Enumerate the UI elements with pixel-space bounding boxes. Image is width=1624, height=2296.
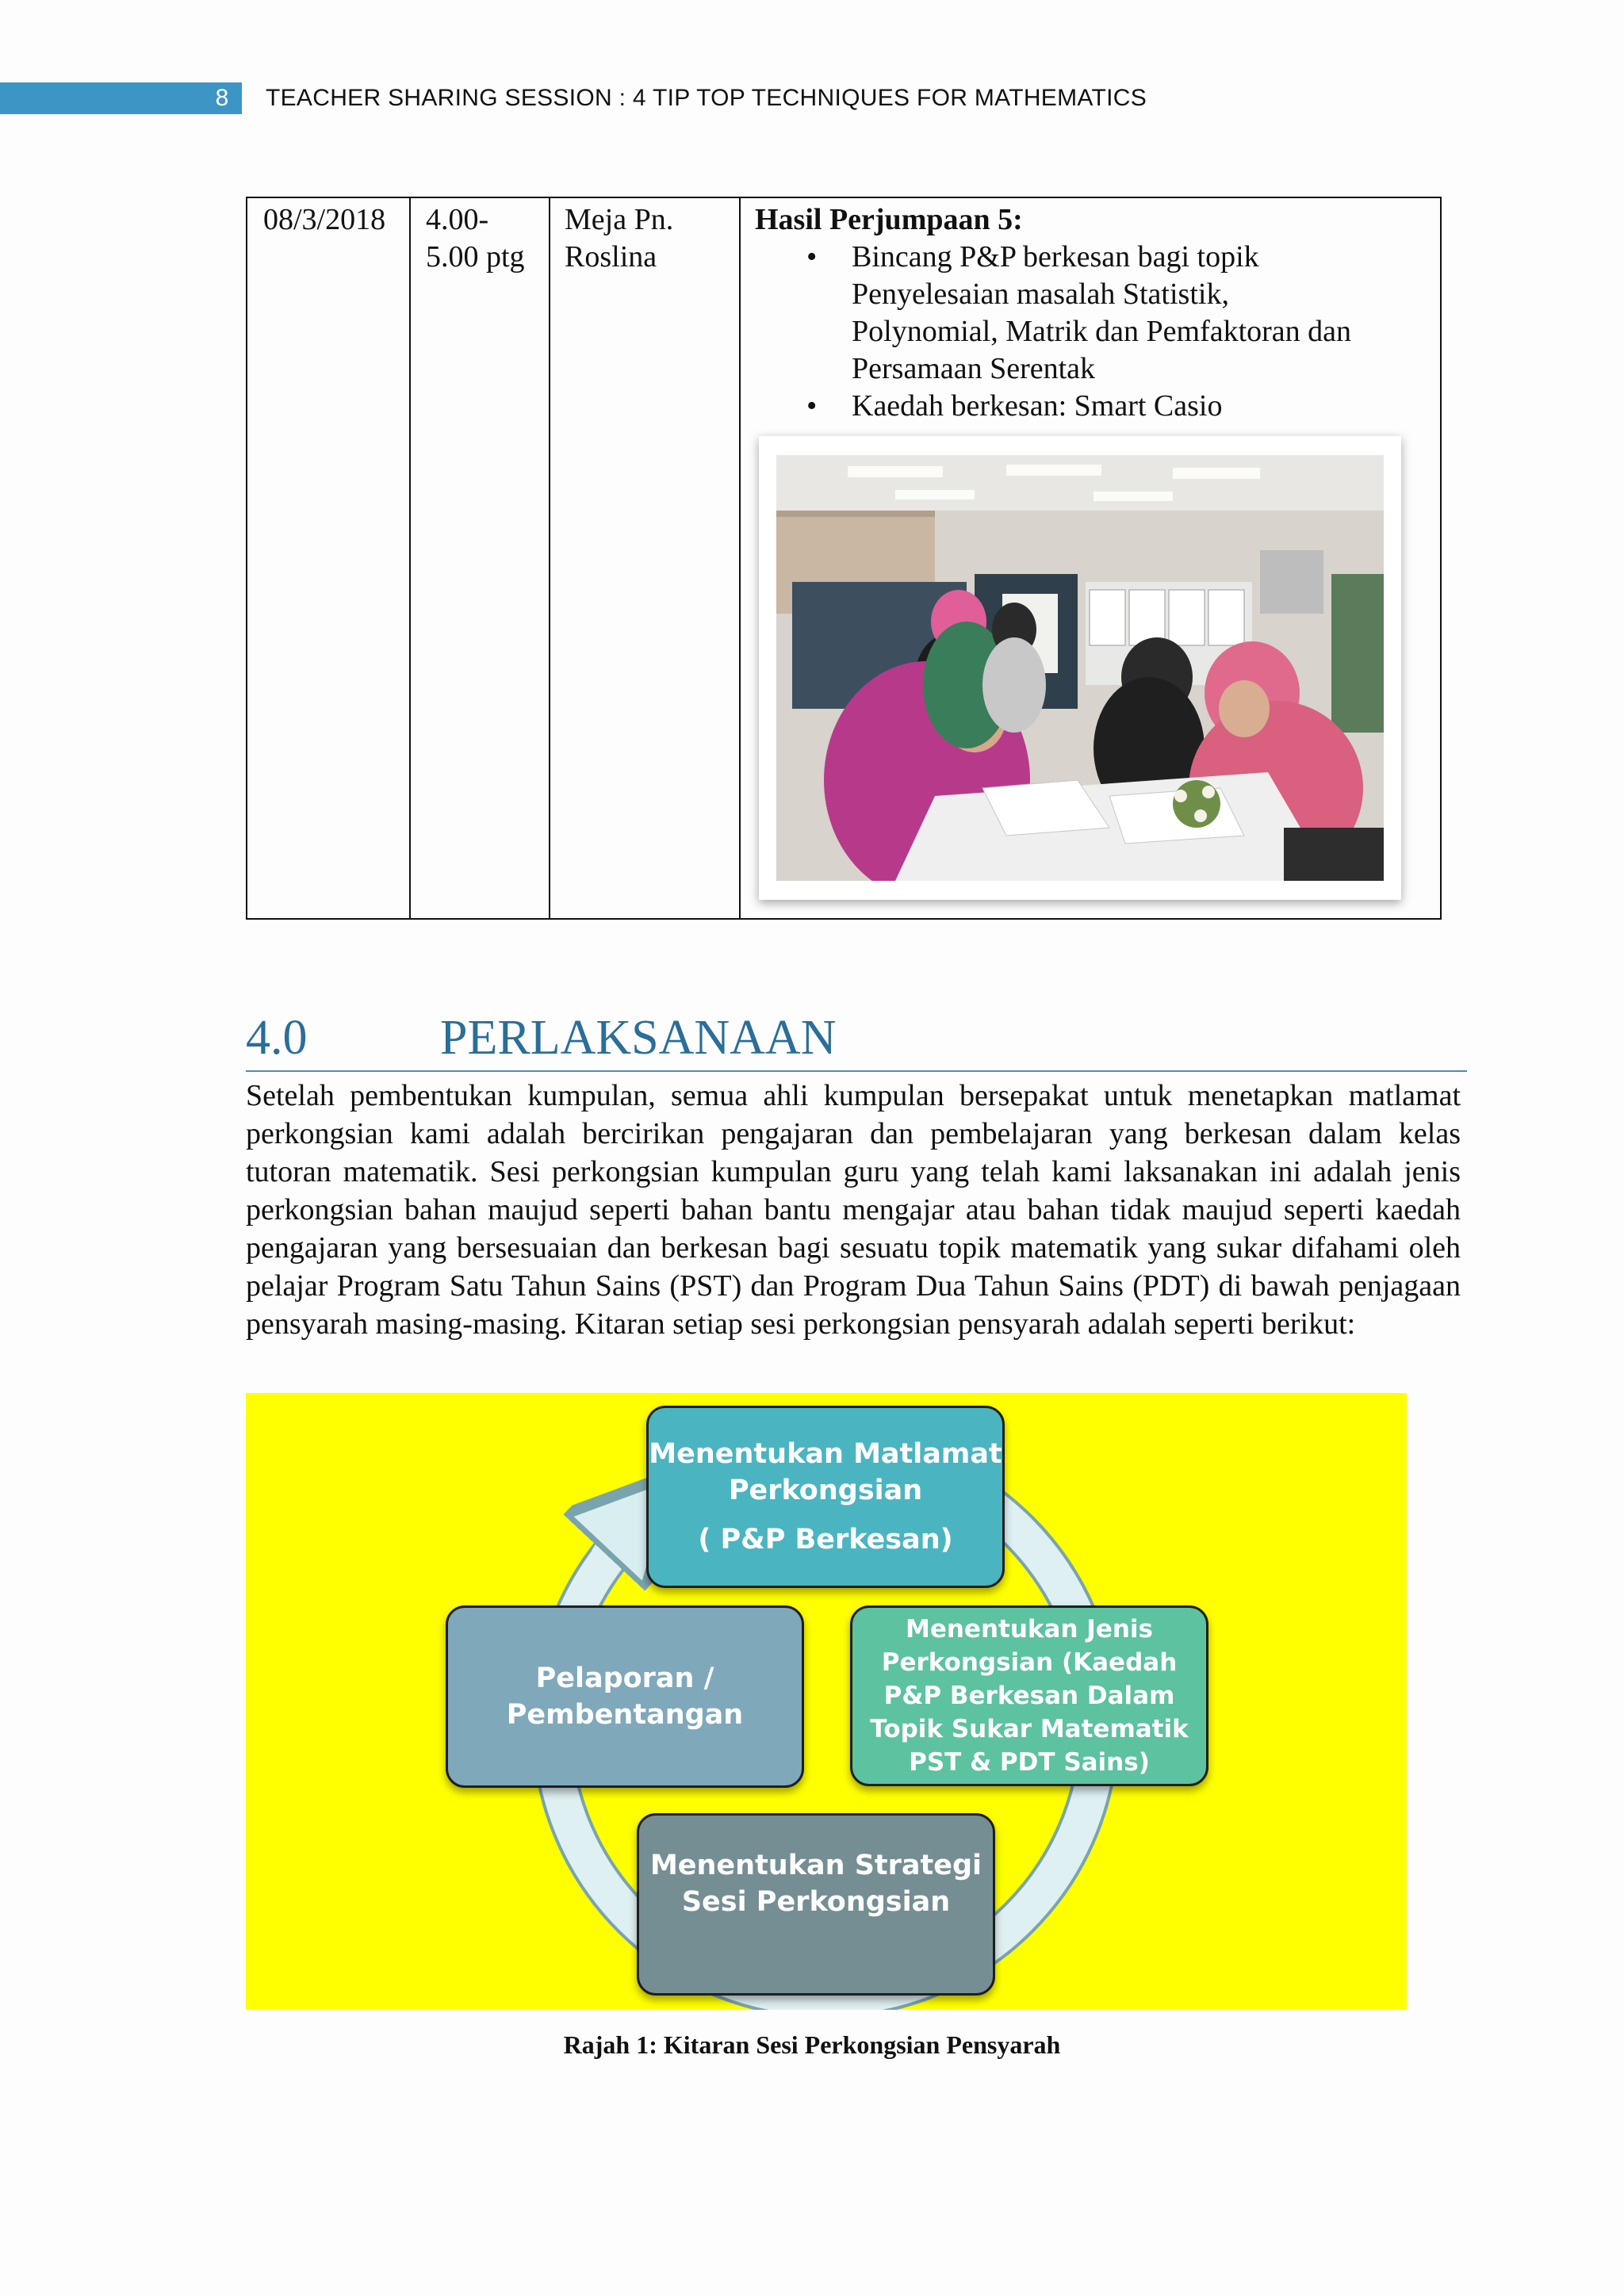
bullet-dot-icon: • bbox=[806, 240, 818, 274]
meeting-table bbox=[246, 197, 1442, 920]
cycle-step-label: Menentukan Matlamat bbox=[649, 1438, 1002, 1470]
office-meeting-image bbox=[776, 455, 1384, 881]
cycle-step-label: PST & PDT Sains) bbox=[909, 1748, 1150, 1777]
bullet-dot-icon: • bbox=[806, 389, 818, 423]
outcome-bullet-list bbox=[755, 239, 1429, 425]
section-heading bbox=[246, 1005, 1467, 1072]
meeting-photo bbox=[776, 455, 1384, 881]
meeting-place-line: Meja Pn. bbox=[565, 203, 674, 236]
cycle-step-sharing-type bbox=[850, 1605, 1208, 1786]
cycle-step-label: Pembentangan bbox=[506, 1699, 744, 1731]
section-number: 4.0 bbox=[246, 1011, 308, 1065]
meeting-outcome bbox=[755, 201, 1429, 425]
cycle-step-goals bbox=[646, 1406, 1005, 1588]
outcome-title: Hasil Perjumpaan 5: bbox=[755, 203, 1023, 236]
cycle-step-label: Menentukan Strategi bbox=[649, 1850, 982, 1881]
outcome-bullet-line: Polynomial, Matrik dan Pemfaktoran dan bbox=[852, 315, 1352, 348]
meeting-time-end: 5.00 ptg bbox=[426, 240, 525, 274]
cycle-step-label: P&P Berkesan Dalam bbox=[883, 1682, 1175, 1710]
cycle-step-label: Perkongsian bbox=[728, 1475, 923, 1506]
outcome-bullet-line: Persamaan Serentak bbox=[852, 352, 1096, 385]
cycle-step-label: Topik Sukar Matematik bbox=[870, 1715, 1189, 1743]
outcome-bullet bbox=[755, 388, 1429, 425]
meeting-time bbox=[426, 201, 525, 276]
section-paragraph: Setelah pembentukan kumpulan, semua ahli kumpulan bersepakat untuk menetapkan matlamat perkongsian kami adalah bercirikan pengajaran dan pembelajaran yang berkesan dalam kelas tutoran matematik. Sesi perkongsian kumpulan guru yang telah kami laksanakan ini adalah jenis perkongsian bahan maujud seperti bahan bantu mengajar atau bahan tidak maujud seperti kaedah pengajaran yang bersesuaian dan berkesan bagi sesuatu topik matematik yang sukar difahami oleh pelajar Program Satu Tahun Sains (PST) dan Program Dua Tahun Sains (PDT) di bawah penjagaan pensyarah masing-masing. Kitaran setiap sesi perkongsian pensyarah adalah seperti berikut: bbox=[246, 1079, 1461, 1341]
meeting-date: 08/3/2018 bbox=[263, 203, 386, 236]
column-divider bbox=[549, 198, 550, 918]
outcome-bullet-line: Penyelesaian masalah Statistik, bbox=[852, 277, 1229, 311]
outcome-bullet bbox=[755, 239, 1429, 388]
outcome-bullet-line: Bincang P&P berkesan bagi topik bbox=[852, 240, 1259, 274]
column-divider bbox=[739, 198, 741, 918]
cycle-step-label: Sesi Perkongsian bbox=[681, 1886, 951, 1918]
outcome-bullet-line: Kaedah berkesan: Smart Casio bbox=[852, 389, 1223, 423]
column-divider bbox=[409, 198, 411, 918]
figure-caption: Rajah 1: Kitaran Sesi Perkongsian Pensyarah bbox=[563, 2030, 1061, 2059]
meeting-place bbox=[565, 201, 673, 276]
cycle-step-label: Menentukan Jenis bbox=[905, 1615, 1154, 1644]
meeting-photo-frame bbox=[759, 436, 1401, 900]
running-header-title: TEACHER SHARING SESSION : 4 TIP TOP TECHNIQUES FOR MATHEMATICS bbox=[266, 85, 1147, 111]
meeting-time-start: 4.00- bbox=[426, 203, 489, 236]
cycle-step-reporting bbox=[446, 1605, 804, 1788]
cycle-step-label: ( P&P Berkesan) bbox=[698, 1524, 953, 1556]
page-number: 8 bbox=[215, 85, 229, 111]
cycle-step-label: Pelaporan / bbox=[535, 1663, 714, 1694]
meeting-place-line: Roslina bbox=[565, 240, 657, 274]
cycle-step-strategy bbox=[637, 1813, 995, 1996]
cycle-step-label: Perkongsian (Kaedah bbox=[881, 1648, 1178, 1677]
section-title: PERLAKSANAAN bbox=[440, 1011, 837, 1065]
cycle-diagram bbox=[246, 1393, 1407, 2010]
